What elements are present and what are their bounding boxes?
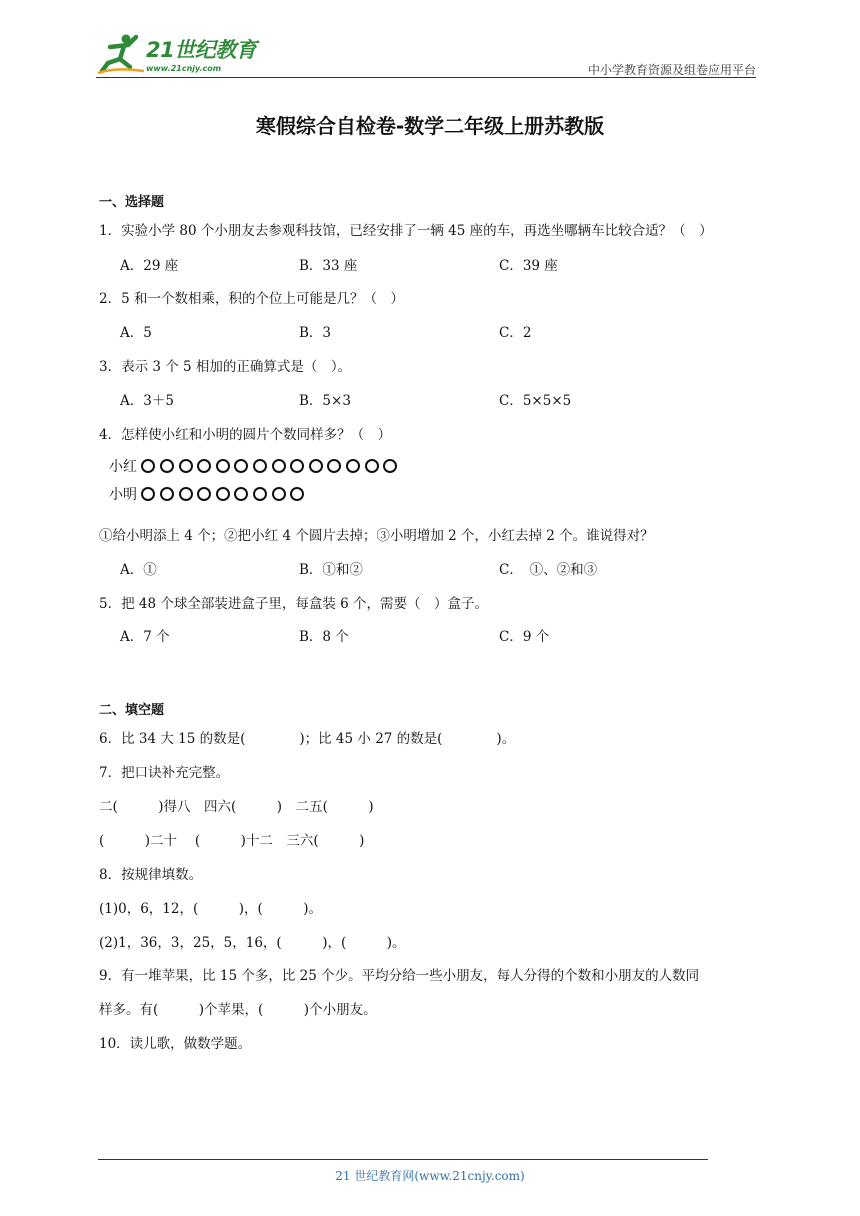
circle-icon bbox=[346, 459, 360, 473]
running-figure-icon bbox=[96, 33, 146, 77]
footer-divider bbox=[98, 1159, 708, 1160]
question-10: 10．读儿歌，做数学题。 bbox=[99, 1036, 252, 1052]
section-heading-fill: 二、填空题 bbox=[99, 703, 165, 718]
section-heading-choice: 一、选择题 bbox=[99, 195, 165, 210]
circle-icon bbox=[272, 459, 286, 473]
q3-option-c: C．5×5×5 bbox=[499, 393, 572, 409]
circle-icon bbox=[141, 459, 155, 473]
question-2: 2．5 和一个数相乘，积的个位上可能是几？（ ） bbox=[99, 291, 404, 307]
q7-line-1: 二( )得八 四六( ) 二五( ) bbox=[99, 799, 374, 815]
circle-icon bbox=[179, 487, 193, 501]
circle-icon bbox=[309, 459, 323, 473]
question-9-line-2: 样多。有( )个苹果，( )个小朋友。 bbox=[99, 1002, 377, 1018]
question-4-statement: ①给小明添上 4 个；②把小红 4 个圆片去掉；③小明增加 2 个，小红去掉 2 个。谁说得对？ bbox=[99, 528, 654, 544]
circle-group bbox=[141, 459, 401, 475]
question-1: 1．实验小学 80 个小朋友去参观科技馆，已经安排了一辆 45 座的车，再选坐哪辆车比较合适？（ ） bbox=[99, 223, 713, 239]
header-divider bbox=[96, 77, 756, 78]
question-9-line-1: 9．有一堆苹果，比 15 个多，比 25 个少。平均分给一些小朋友，每人分得的个数和小朋友的人数同 bbox=[99, 968, 700, 984]
footer-link[interactable]: 21 世纪教育网(www.21cnjy.com) bbox=[335, 1169, 525, 1183]
q3-option-a: A．3＋5 bbox=[120, 393, 174, 409]
circle-icon bbox=[290, 487, 304, 501]
circles-row-xiaoming bbox=[109, 484, 309, 504]
q2-option-c: C．2 bbox=[499, 325, 532, 341]
circle-icon bbox=[160, 487, 174, 501]
circle-icon bbox=[197, 487, 211, 501]
q2-option-a: A．5 bbox=[120, 325, 152, 341]
q5-option-a: A．7 个 bbox=[120, 629, 170, 645]
q1-option-b: B．33 座 bbox=[299, 258, 358, 274]
q4-option-b: B．①和② bbox=[299, 562, 363, 578]
q1-option-c: C．39 座 bbox=[499, 258, 558, 274]
circle-group bbox=[141, 487, 308, 503]
question-6: 6．比 34 大 15 的数是( )；比 45 小 27 的数是( )。 bbox=[99, 731, 516, 747]
circles-label: 小红 bbox=[109, 459, 137, 475]
q2-option-b: B．3 bbox=[299, 325, 332, 341]
circle-icon bbox=[179, 459, 193, 473]
q8-line-1: (1)0，6，12，( )，( )。 bbox=[99, 901, 323, 917]
q1-option-a: A．29 座 bbox=[120, 258, 179, 274]
circle-icon bbox=[197, 459, 211, 473]
circle-icon bbox=[327, 459, 341, 473]
circle-icon bbox=[141, 487, 155, 501]
question-3: 3．表示 3 个 5 相加的正确算式是（ ）。 bbox=[99, 359, 352, 375]
q5-option-c: C．9 个 bbox=[499, 629, 550, 645]
circle-icon bbox=[383, 459, 397, 473]
question-8: 8．按规律填数。 bbox=[99, 867, 203, 883]
q5-option-b: B．8 个 bbox=[299, 629, 349, 645]
platform-name: 中小学教育资源及组卷应用平台 bbox=[587, 63, 756, 77]
circle-icon bbox=[253, 487, 267, 501]
circle-icon bbox=[160, 459, 174, 473]
circles-row-xiaohong bbox=[109, 456, 402, 476]
circle-icon bbox=[216, 487, 230, 501]
circle-icon bbox=[253, 459, 267, 473]
question-4: 4．怎样使小红和小明的圆片个数同样多？（ ） bbox=[99, 427, 392, 443]
circle-icon bbox=[234, 459, 248, 473]
circle-icon bbox=[290, 459, 304, 473]
circle-icon bbox=[216, 459, 230, 473]
q4-option-c: C． ①、②和③ bbox=[499, 562, 598, 578]
logo-name: 21世纪教育 bbox=[146, 38, 257, 62]
q4-option-a: A．① bbox=[120, 562, 157, 578]
q3-option-b: B．5×3 bbox=[299, 393, 351, 409]
logo-url: www.21cnjy.com bbox=[146, 64, 222, 73]
question-7: 7．把口诀补充完整。 bbox=[99, 765, 230, 781]
q8-line-2: (2)1，36，3，25，5，16，( )，( )。 bbox=[99, 935, 406, 951]
circles-label: 小明 bbox=[109, 487, 137, 503]
page-title: 寒假综合自检卷-数学二年级上册苏教版 bbox=[255, 114, 605, 138]
question-5: 5．把 48 个球全部装进盒子里，每盒装 6 个，需要（ ）盒子。 bbox=[99, 596, 489, 612]
circle-icon bbox=[272, 487, 286, 501]
circle-icon bbox=[365, 459, 379, 473]
circle-icon bbox=[234, 487, 248, 501]
q7-line-2: ( )二十 ( )十二 三六( ) bbox=[99, 833, 365, 849]
